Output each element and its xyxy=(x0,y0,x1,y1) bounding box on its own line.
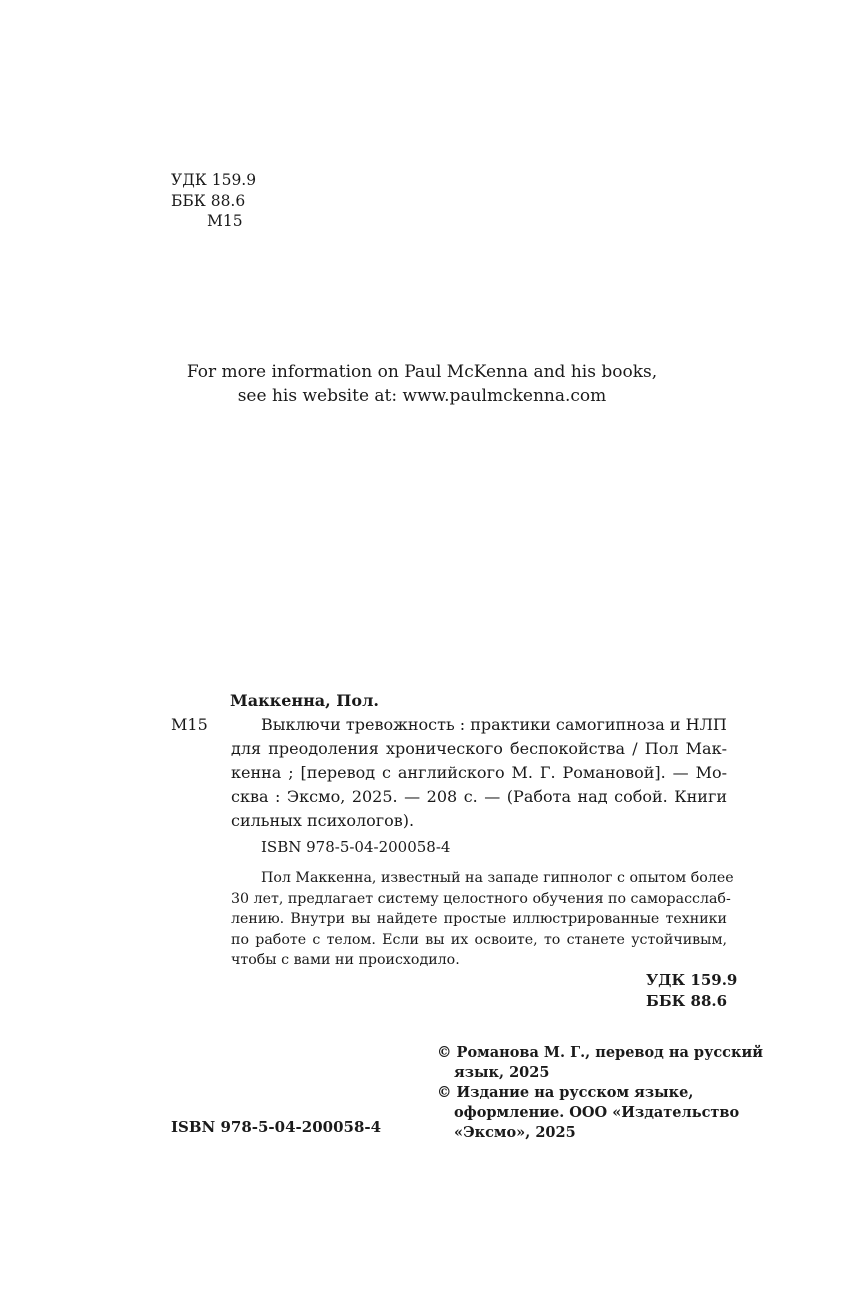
catalog-annotation xyxy=(231,868,734,971)
catalog-isbn: ISBN 978-5-04-200058-4 xyxy=(261,838,451,856)
footer-isbn: ISBN 978-5-04-200058-4 xyxy=(171,1118,382,1136)
title-line: сква : Эксмо, 2025. — 208 с. — (Работа над собой. Книги xyxy=(231,787,727,806)
catalog-bbk: ББК 88.6 xyxy=(646,992,728,1010)
copyright-line: © Романова М. Г., перевод на русский xyxy=(437,1044,763,1061)
annotation-line: Пол Маккенна, известный на западе гипнолог с опытом более xyxy=(261,870,734,886)
copyright-notice xyxy=(437,1043,763,1143)
title-line: кенна ; [перевод с английского М. Г. Романовой]. — Мо- xyxy=(231,763,727,782)
annotation-line: по работе с телом. Если вы их освоите, то станете устойчивым, xyxy=(231,931,727,948)
copyright-line: язык, 2025 xyxy=(454,1064,550,1081)
copyright-line: оформление. ООО «Издательство xyxy=(454,1104,740,1121)
info-line-1: For more information on Paul McKenna and his books, xyxy=(186,362,658,382)
catalog-udk: УДК 159.9 xyxy=(646,971,738,989)
title-line: Выключи тревожность : практики самогипноза и НЛП xyxy=(261,715,727,734)
author-website-info xyxy=(0,360,844,408)
catalog-author-mark: М15 xyxy=(171,715,208,734)
copyright-line: «Эксмо», 2025 xyxy=(454,1124,576,1141)
title-line: сильных психологов). xyxy=(231,811,415,830)
header-udk: УДК 159.9 xyxy=(171,171,257,189)
header-classification-codes xyxy=(171,170,256,232)
copyright-line: © Издание на русском языке, xyxy=(437,1084,694,1101)
annotation-line: чтобы с вами ни происходило. xyxy=(231,952,460,968)
annotation-line: 30 лет, предлагает систему целостного обучения по саморасслаб- xyxy=(231,890,731,907)
catalog-author: Маккенна, Пол. xyxy=(230,691,379,710)
annotation-line: лению. Внутри вы найдете простые иллюстрированные техники xyxy=(231,911,727,927)
info-line-2: see his website at: www.paulmckenna.com xyxy=(237,386,607,406)
header-bbk: ББК 88.6 xyxy=(171,191,246,210)
catalog-classification-codes xyxy=(646,970,737,1012)
catalog-title-description xyxy=(231,713,727,833)
title-line: для преодоления хронического беспокойства / Пол Мак- xyxy=(231,739,727,758)
header-author-mark: М15 xyxy=(207,212,243,230)
